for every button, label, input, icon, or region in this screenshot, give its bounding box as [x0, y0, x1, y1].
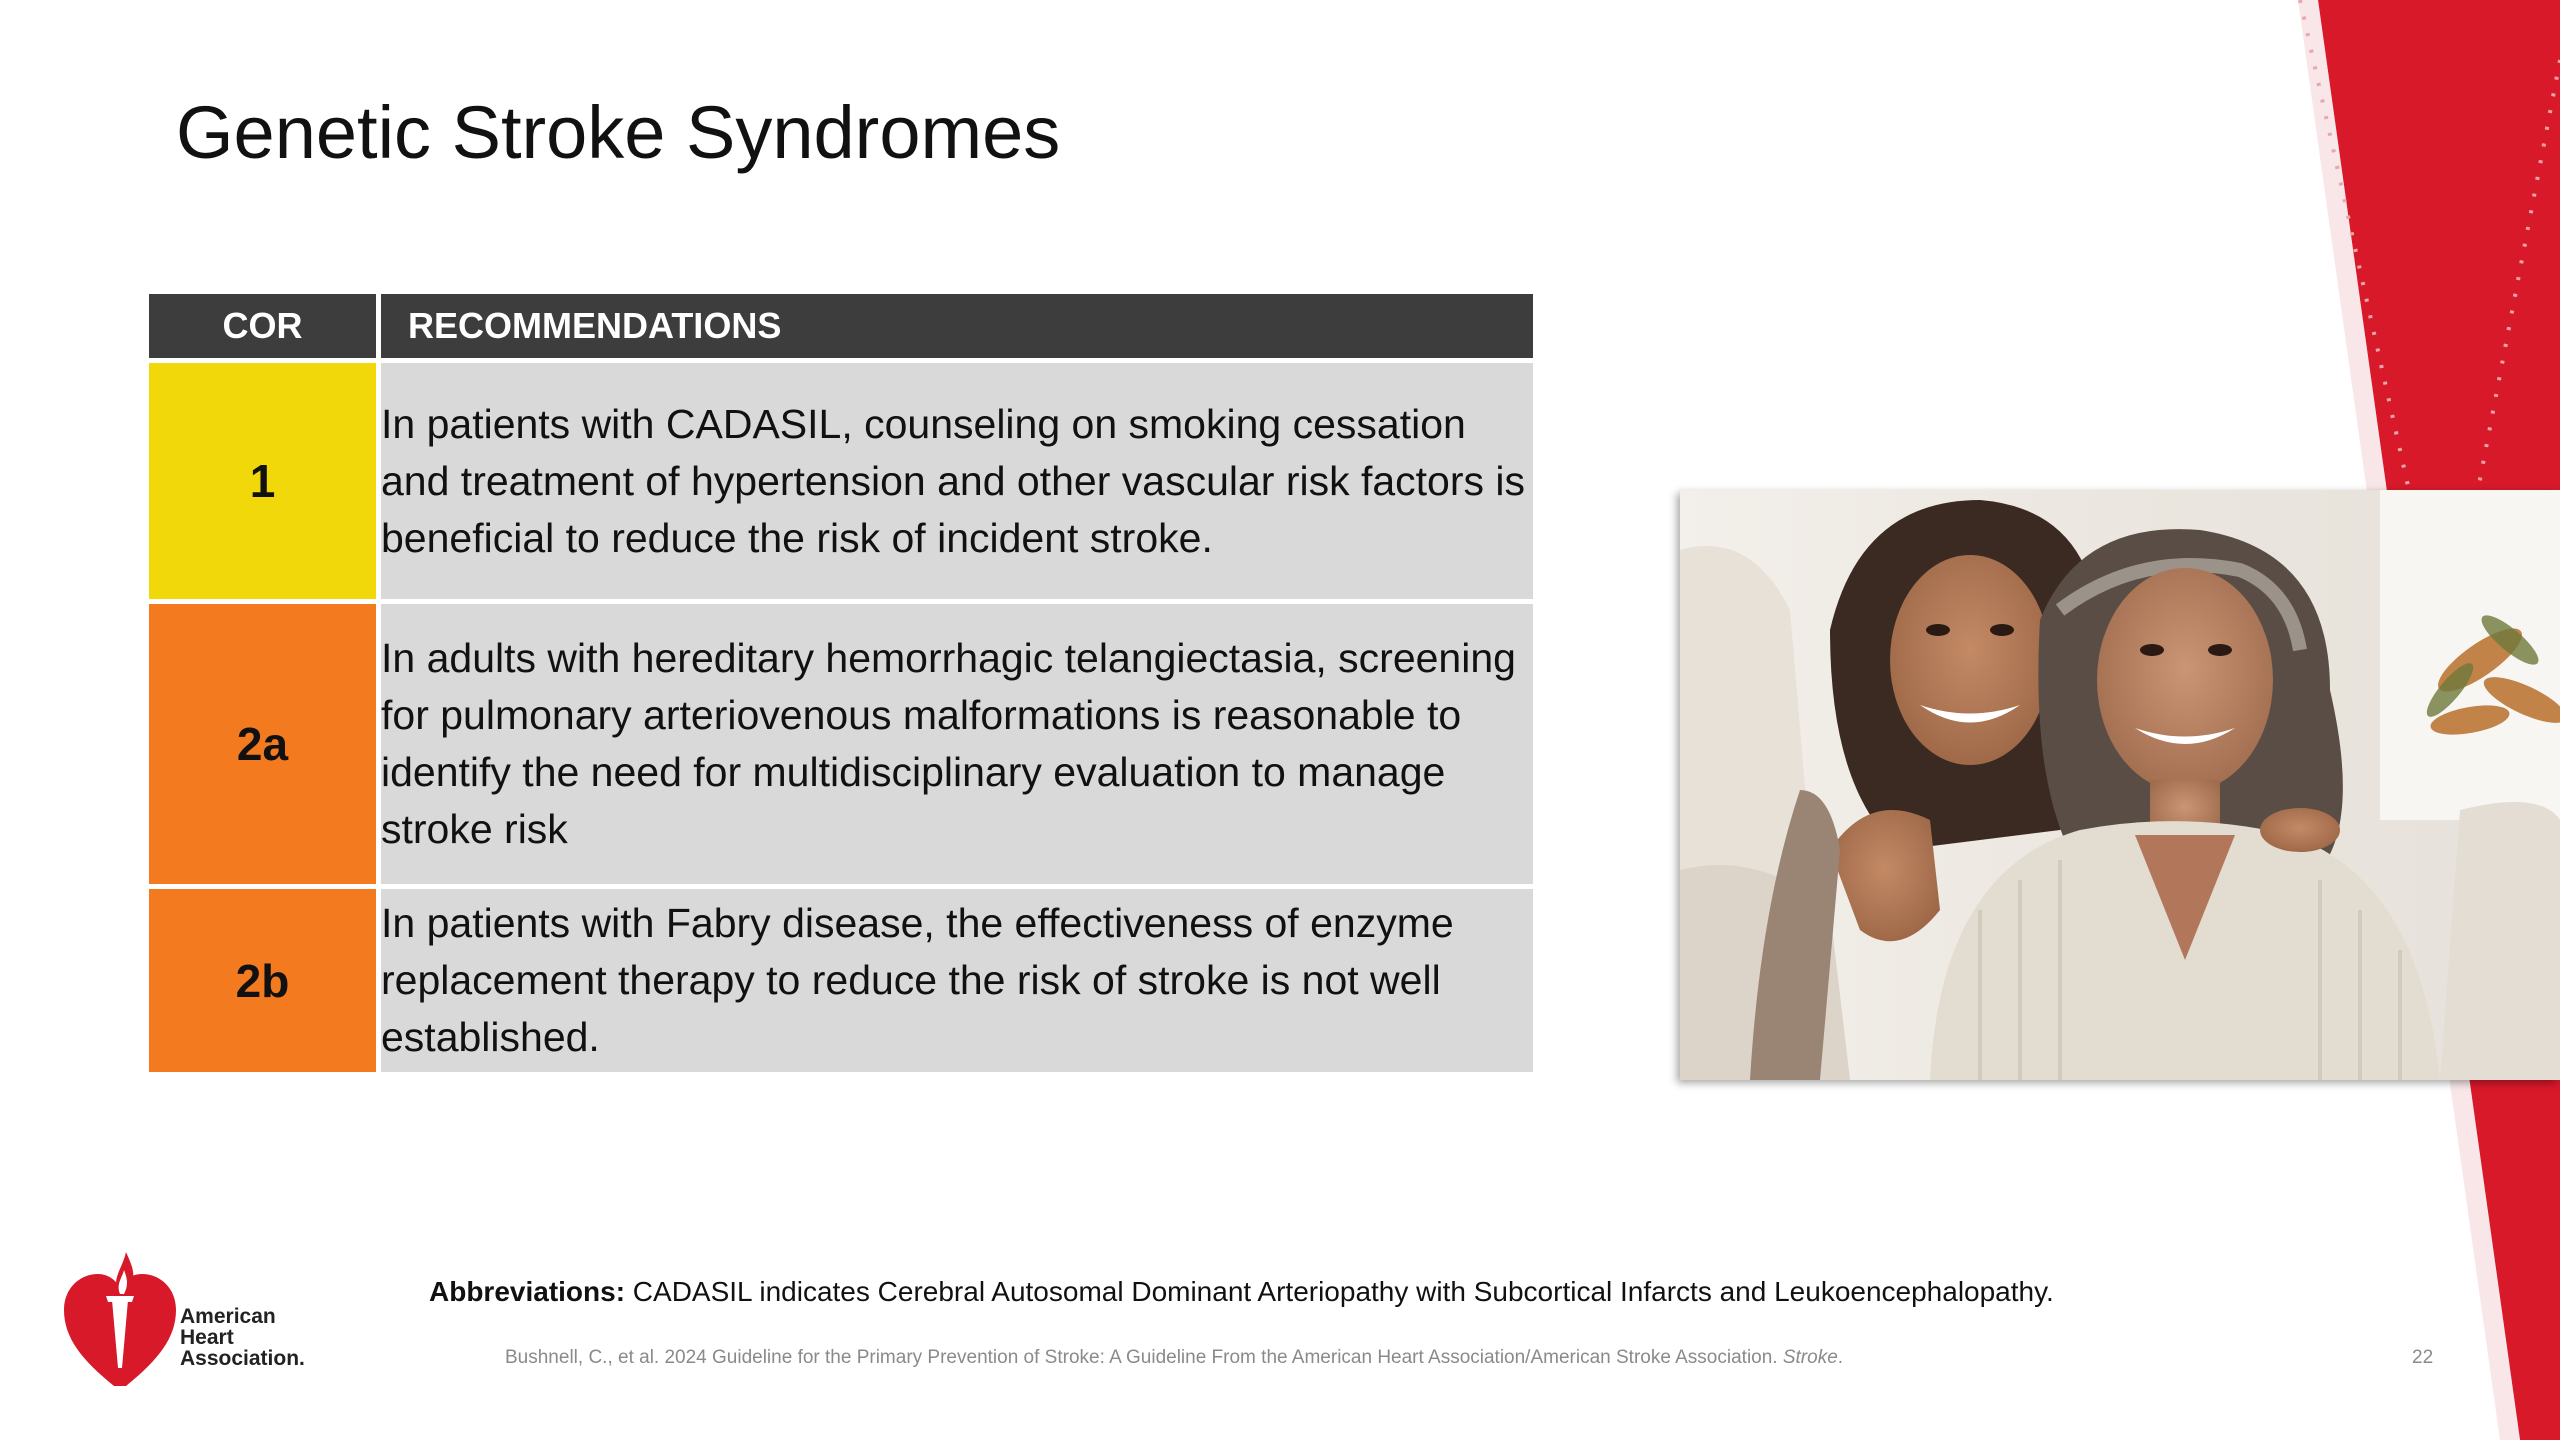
table-row — [149, 363, 1533, 599]
page-number: 22 — [2412, 1347, 2434, 1368]
citation-journal: Stroke — [1782, 1347, 1838, 1368]
logo-line: Association. — [180, 1347, 305, 1370]
table-header-row — [149, 294, 1533, 358]
recommendation-cell: In patients with CADASIL, counseling on smoking cessation and treatment of hypertension and other vascular risk factors is beneficial to reduce the risk of incident stroke. — [381, 363, 1533, 599]
logo-wordmark — [180, 1306, 305, 1369]
cor-cell: 1 — [149, 363, 376, 599]
header-recommendations: RECOMMENDATIONS — [381, 294, 1533, 358]
logo-line: Heart — [180, 1326, 234, 1349]
recommendation-cell: In adults with hereditary hemorrhagic telangiectasia, screening for pulmonary arteriovenous malformations is reasonable to identify the need for multidisciplinary evaluation to manage stroke risk — [381, 604, 1533, 884]
citation — [505, 1347, 1843, 1369]
header-cor: COR — [149, 294, 376, 358]
recommendations-table — [144, 289, 1538, 1077]
abbreviations-note — [429, 1276, 2054, 1308]
cor-cell: 2a — [149, 604, 376, 884]
table-row — [149, 604, 1533, 884]
two-women-photo — [1680, 490, 2560, 1080]
abbreviations-label: Abbreviations: — [429, 1276, 626, 1307]
citation-text: Bushnell, C., et al. 2024 Guideline for the Primary Prevention of Stroke: A Guideline From the American Heart Association/American Stroke Association. — [505, 1347, 1783, 1368]
cor-cell: 2b — [149, 889, 376, 1072]
abbreviations-text: CADASIL indicates Cerebral Autosomal Dominant Arteriopathy with Subcortical Infarcts and Leukoencephalopathy. — [625, 1276, 2054, 1307]
table-row — [149, 889, 1533, 1072]
recommendation-cell: In patients with Fabry disease, the effectiveness of enzyme replacement therapy to reduce the risk of stroke is not well established. — [381, 889, 1533, 1072]
page-title: Genetic Stroke Syndromes — [176, 91, 1061, 174]
citation-end: . — [1837, 1347, 1844, 1368]
logo-line: American — [180, 1305, 276, 1328]
